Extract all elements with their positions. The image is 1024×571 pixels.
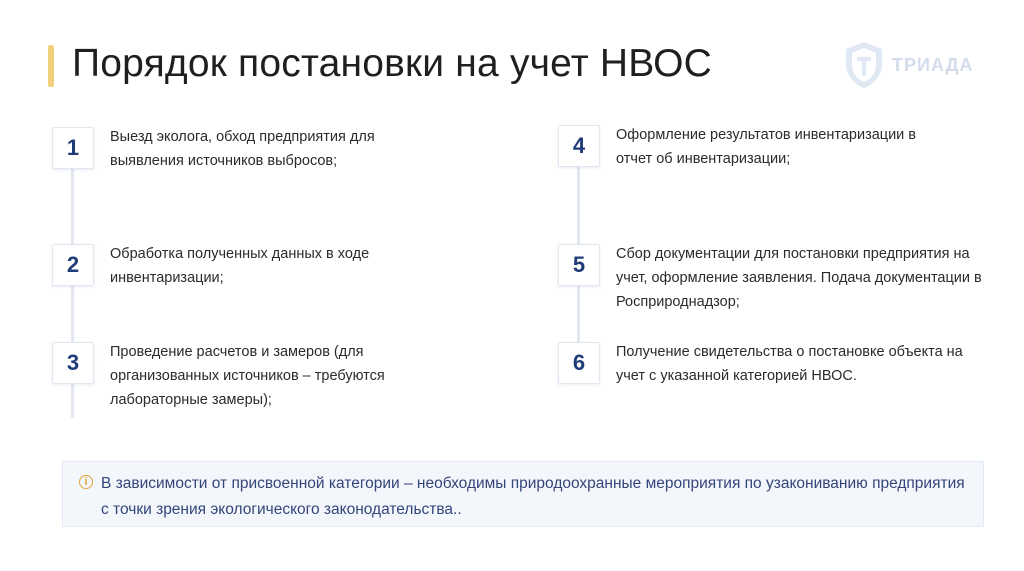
step-number: 2	[52, 244, 94, 286]
info-note	[62, 461, 984, 527]
step-text: Обработка полученных данных в ходе инвентаризации;	[110, 246, 370, 286]
step-number: 4	[558, 125, 600, 167]
step-text: Получение свидетельства о постановке объекта на учет с указанной категорией НВОС.	[616, 344, 963, 384]
shield-logo-icon	[842, 40, 886, 90]
logo-text: ТРИАДА	[892, 54, 974, 75]
step-number: 6	[558, 342, 600, 384]
title-accent-bar	[48, 45, 54, 87]
step-text: Сбор документации для постановки предприятия на учет, оформление заявления. Подача документации в Росприроднадзор;	[616, 246, 982, 310]
step-5	[558, 244, 1001, 314]
step-2	[52, 244, 410, 290]
note-text: В зависимости от присвоенной категории – необходимы природоохранные мероприятия по узакониванию предприятия с точки зрения экологического законодательства..	[101, 475, 965, 518]
step-text: Оформление результатов инвентаризации в отчет об инвентаризации;	[616, 127, 917, 167]
step-4	[558, 125, 956, 171]
step-number: 5	[558, 244, 600, 286]
company-logo	[842, 40, 982, 90]
step-number: 1	[52, 127, 94, 169]
step-1	[52, 127, 410, 173]
step-number: 3	[52, 342, 94, 384]
page-title: Порядок постановки на учет НВОС	[72, 42, 713, 85]
info-icon: i	[79, 475, 93, 489]
step-text: Выезд эколога, обход предприятия для выявления источников выбросов;	[110, 129, 375, 169]
step-6	[558, 342, 976, 388]
step-text: Проведение расчетов и замеров (для организованных источников – требуются лабораторные замеры);	[110, 344, 385, 408]
step-3	[52, 342, 420, 412]
